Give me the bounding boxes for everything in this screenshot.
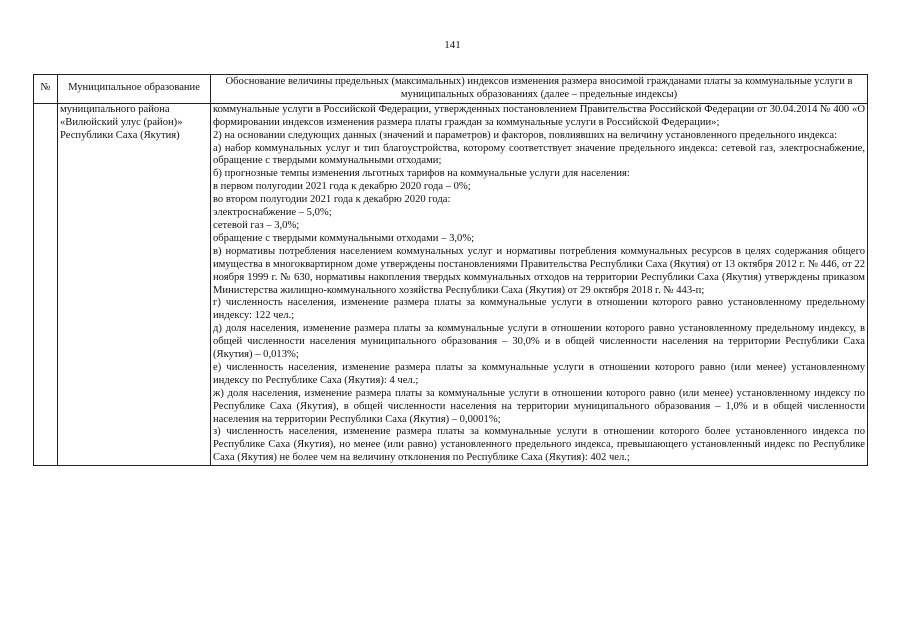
header-justification: Обоснование величины предельных (максимальных) индексов изменения размера вносимой гражданами платы за коммунальные услуги в муниципальных образованиях (далее – предельные индексы)	[211, 75, 868, 104]
justification-paragraph: ж) доля населения, изменение размера платы за коммунальные услуги в отношении которого равно (или менее) установленному индексу по Республике Саха (Якутия), в общей численности населения на территории муниципального образования – 1,0% и в общей численности населения на территории Республики Саха (Якутия) – 0,0001%;	[213, 387, 865, 425]
table-header-row	[34, 75, 868, 104]
justification-paragraph: в первом полугодии 2021 года к декабрю 2020 года – 0%;	[213, 181, 471, 193]
justification-paragraph: обращение с твердыми коммунальными отходами – 3,0%;	[213, 232, 475, 244]
justification-paragraph: электроснабжение – 5,0%;	[213, 207, 332, 219]
justification-paragraph: г) численность населения, изменение размера платы за коммунальные услуги в отношении которого равно установленному предельному индексу: 122 чел.;	[213, 297, 865, 322]
justification-paragraph: в) нормативы потребления населением коммунальных услуг и нормативы потребления коммунальных ресурсов в целях содержания общего имущества в многоквартирном доме утверждены постановлениями Правительства Республики Саха (Якутия) от 13 октября 2012 г. № 446, от 22 ноября 1999 г. № 630, нормативы накопления твердых коммунальных отходов на территории Республики Саха (Якутия) утверждены приказом Министерства жилищно-коммунального хозяйства Республики Саха (Якутия) от 29 октября 2018 г. № 443-п;	[213, 245, 865, 296]
header-number: №	[34, 75, 58, 104]
header-municipality: Муниципальное образование	[58, 75, 211, 104]
indices-table	[33, 74, 868, 466]
justification-paragraph: во втором полугодии 2021 года к декабрю 2020 года:	[213, 194, 451, 206]
justification-paragraph: д) доля населения, изменение размера платы за коммунальные услуги в отношении которого равно установленному предельному индексу, в общей численности населения муниципального образования – 30,0% и в общей численности населения на территории Республики Саха (Якутия) – 0,013%;	[213, 323, 865, 361]
justification-paragraph: 2) на основании следующих данных (значений и параметров) и факторов, повлиявших на величину установленного предельного индекса:	[213, 129, 838, 141]
page-number: 141	[444, 39, 461, 51]
justification-paragraph: коммунальные услуги в Российской Федерации, утвержденных постановлением Правительства Российской Федерации от 30.04.2014 № 400 «О формировании индексов изменения размера платы граждан за коммунальные услуги в Российской Федерации»;	[213, 103, 865, 128]
justification-paragraph: б) прогнозные темпы изменения льготных тарифов на коммунальные услуги для населения:	[213, 168, 630, 180]
justification-paragraph: сетевой газ – 3,0%;	[213, 219, 300, 231]
table-row	[34, 103, 868, 465]
municipality-cell: муниципального района «Вилюйский улус (район)» Республики Саха (Якутия)	[58, 103, 211, 465]
justification-paragraph: е) численность населения, изменение размера платы за коммунальные услуги в отношении которого равно (или менее) установленному индексу по Республике Саха (Якутия): 4 чел.;	[213, 361, 865, 386]
justification-paragraph: а) набор коммунальных услуг и тип благоустройства, которому соответствует значение предельного индекса: сетевой газ, электроснабжение, обращение с твердыми коммунальными отходами;	[213, 142, 865, 167]
row-number-cell	[34, 103, 58, 465]
justification-cell	[211, 103, 868, 465]
justification-paragraph: з) численность населения, изменение размера платы за коммунальные услуги в отношении которого более установленного индекса по Республике Саха (Якутия), но менее (или равно) установленного предельного индекса, превышающего установленный индекс по Республике Саха (Якутия) не более чем на величину отклонения по Республике Саха (Якутия): 402 чел.;	[213, 426, 865, 464]
